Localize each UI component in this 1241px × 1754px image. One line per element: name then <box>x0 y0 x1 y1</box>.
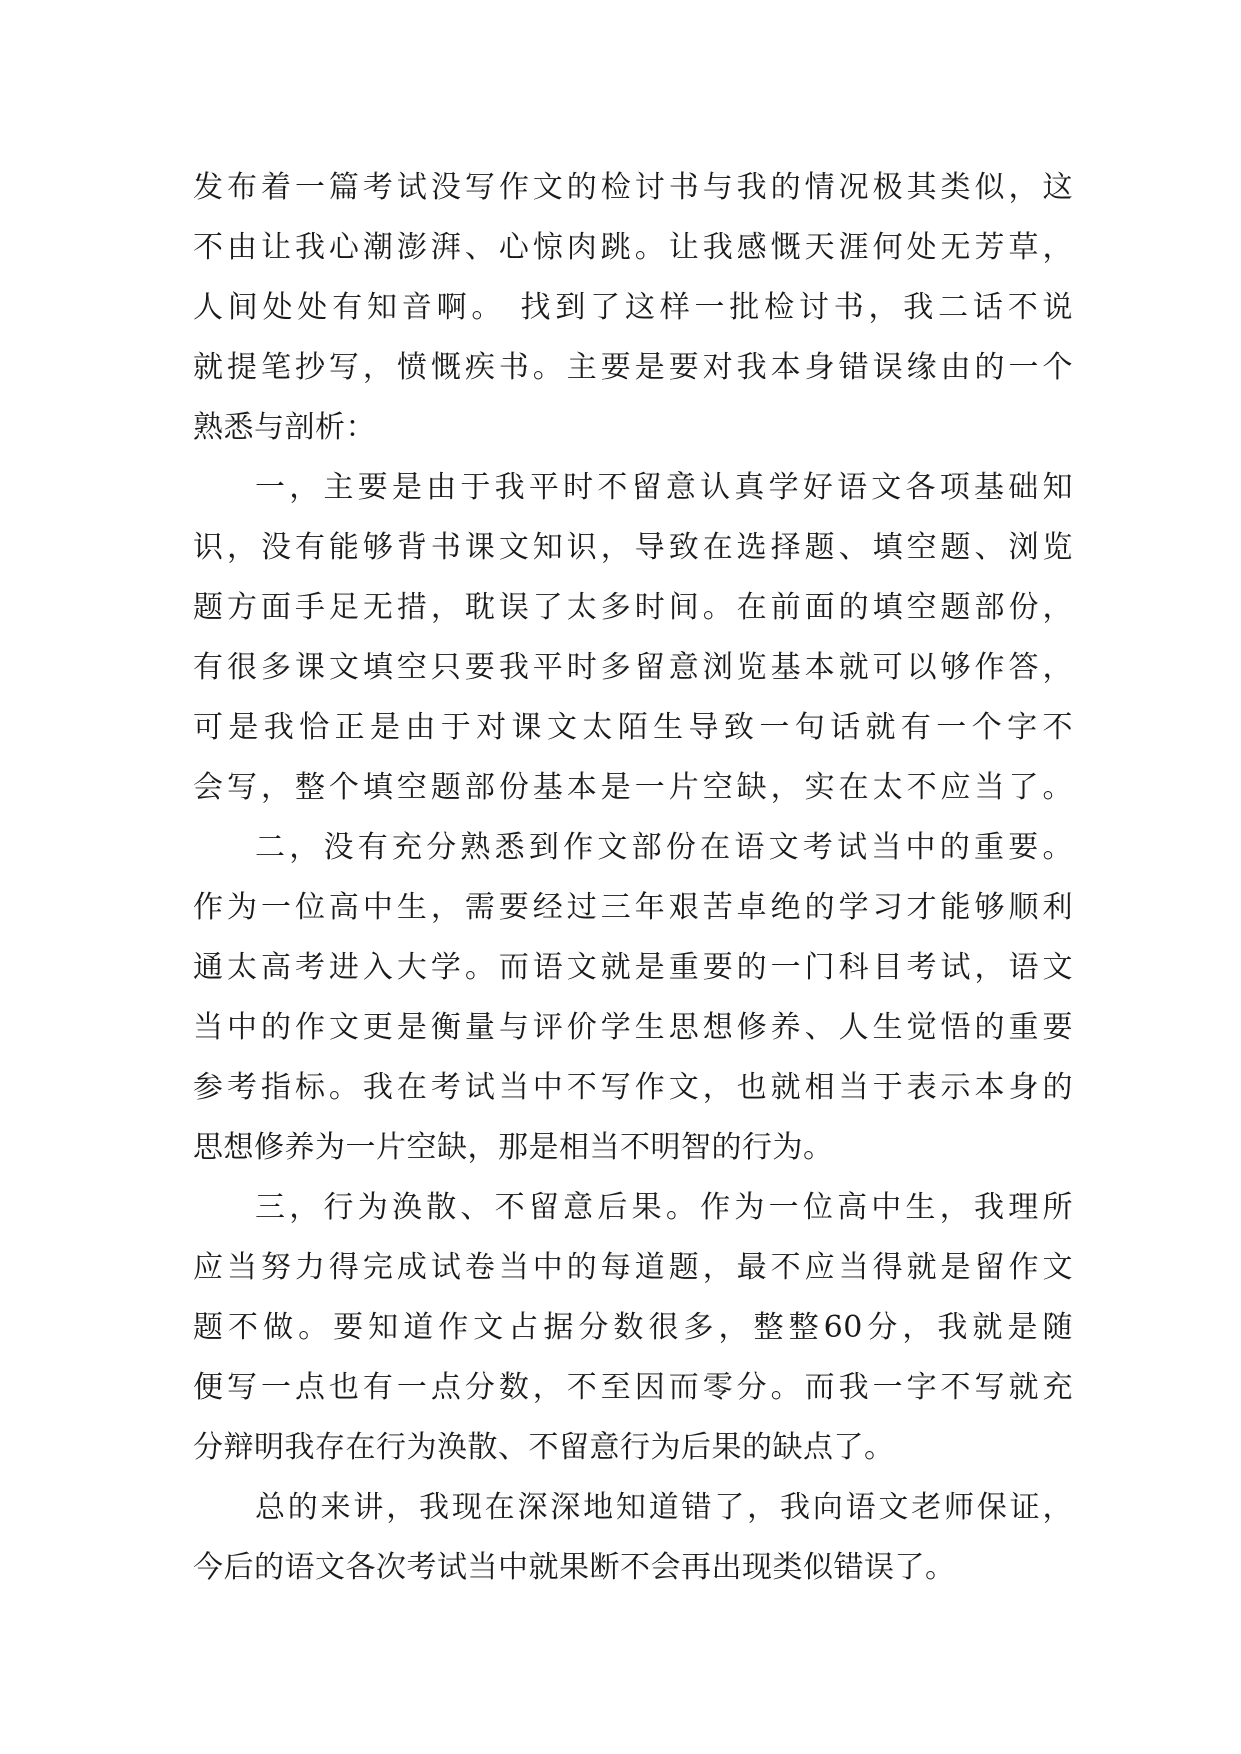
text-line: 应当努力得完成试卷当中的每道题，最不应当得就是留作文 <box>193 1250 1073 1285</box>
text-line: 今后的语文各次考试当中就果断不会再出现类似错误了。 <box>193 1550 956 1585</box>
text-line: 熟悉与剖析： <box>193 410 376 445</box>
text-line: 会写，整个填空题部份基本是一片空缺，实在太不应当了。 <box>193 770 1073 805</box>
text-line: 人间处处有知音啊。 找到了这样一批检讨书，我二话不说 <box>193 290 1073 325</box>
text-line: 有很多课文填空只要我平时多留意浏览基本就可以够作答， <box>193 650 1073 685</box>
paragraph-first-line: 二，没有充分熟悉到作文部份在语文考试当中的重要。 <box>255 830 1073 865</box>
text-line: 作为一位高中生，需要经过三年艰苦卓绝的学习才能够顺利 <box>193 890 1073 925</box>
paragraph-first-line: 三，行为涣散、不留意后果。作为一位高中生，我理所 <box>255 1190 1073 1225</box>
text-line: 便写一点也有一点分数，不至因而零分。而我一字不写就充 <box>193 1370 1073 1405</box>
text-line: 就提笔抄写，愤慨疾书。主要是要对我本身错误缘由的一个 <box>193 350 1073 385</box>
text-line: 题方面手足无措，耽误了太多时间。在前面的填空题部份， <box>193 590 1073 625</box>
text-line: 思想修养为一片空缺，那是相当不明智的行为。 <box>193 1130 834 1165</box>
text-line: 不由让我心潮澎湃、心惊肉跳。让我感慨天涯何处无芳草， <box>193 230 1073 265</box>
text-line: 发布着一篇考试没写作文的检讨书与我的情况极其类似，这 <box>193 170 1073 205</box>
document-body <box>193 158 1073 1598</box>
text-line: 识，没有能够背书课文知识，导致在选择题、填空题、浏览 <box>193 530 1073 565</box>
paragraph-first-line: 总的来讲，我现在深深地知道错了，我向语文老师保证， <box>255 1490 1073 1525</box>
text-line: 可是我恰正是由于对课文太陌生导致一句话就有一个字不 <box>193 710 1073 745</box>
text-line: 分辩明我存在行为涣散、不留意行为后果的缺点了。 <box>193 1430 895 1465</box>
text-line: 参考指标。我在考试当中不写作文，也就相当于表示本身的 <box>193 1070 1073 1105</box>
text-line: 当中的作文更是衡量与评价学生思想修养、人生觉悟的重要 <box>193 1010 1073 1045</box>
text-line: 通太高考进入大学。而语文就是重要的一门科目考试，语文 <box>193 950 1073 985</box>
text-line: 题不做。要知道作文占据分数很多，整整60分，我就是随 <box>193 1310 1073 1345</box>
paragraph-first-line: 一，主要是由于我平时不留意认真学好语文各项基础知 <box>255 470 1073 505</box>
